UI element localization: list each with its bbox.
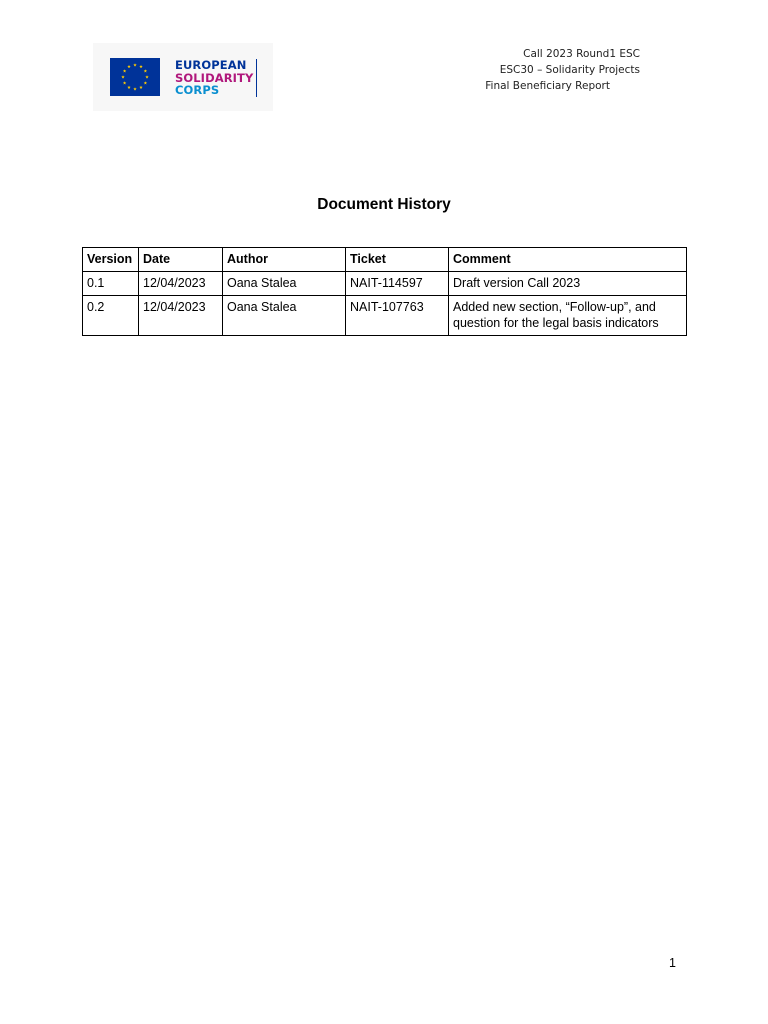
eu-flag-icon <box>110 58 160 96</box>
header-call-round: Call 2023 Round1 ESC <box>523 48 640 60</box>
cell-comment: Draft version Call 2023 <box>449 272 687 296</box>
table-row <box>83 296 687 336</box>
column-header-ticket: Ticket <box>346 248 449 272</box>
column-header-date: Date <box>139 248 223 272</box>
table-row <box>83 272 687 296</box>
logo-line-european: EUROPEAN <box>175 58 247 72</box>
table-header-row <box>83 248 687 272</box>
page-number: 1 <box>669 956 676 970</box>
document-history-table <box>82 247 687 336</box>
column-header-comment: Comment <box>449 248 687 272</box>
header-action-code: ESC30 – Solidarity Projects <box>499 64 640 76</box>
european-solidarity-corps-logo <box>93 43 273 111</box>
cell-version: 0.1 <box>83 272 139 296</box>
header-document-info <box>485 46 640 94</box>
cell-date: 12/04/2023 <box>139 272 223 296</box>
column-header-version: Version <box>83 248 139 272</box>
cell-version: 0.2 <box>83 296 139 336</box>
cell-comment: Added new section, “Follow-up”, and question for the legal basis indicators <box>449 296 687 336</box>
logo-wordmark <box>175 59 253 97</box>
cell-author: Oana Stalea <box>223 272 346 296</box>
page-title: Document History <box>317 196 451 213</box>
column-header-author: Author <box>223 248 346 272</box>
logo-line-corps: CORPS <box>175 83 220 97</box>
logo-divider <box>256 59 257 97</box>
logo-line-solidarity: SOLIDARITY <box>175 70 254 85</box>
header-report-name: Final Beneficiary Report <box>485 80 610 92</box>
cell-ticket: NAIT-114597 <box>346 272 449 296</box>
cell-ticket: NAIT-107763 <box>346 296 449 336</box>
cell-author: Oana Stalea <box>223 296 346 336</box>
cell-date: 12/04/2023 <box>139 296 223 336</box>
